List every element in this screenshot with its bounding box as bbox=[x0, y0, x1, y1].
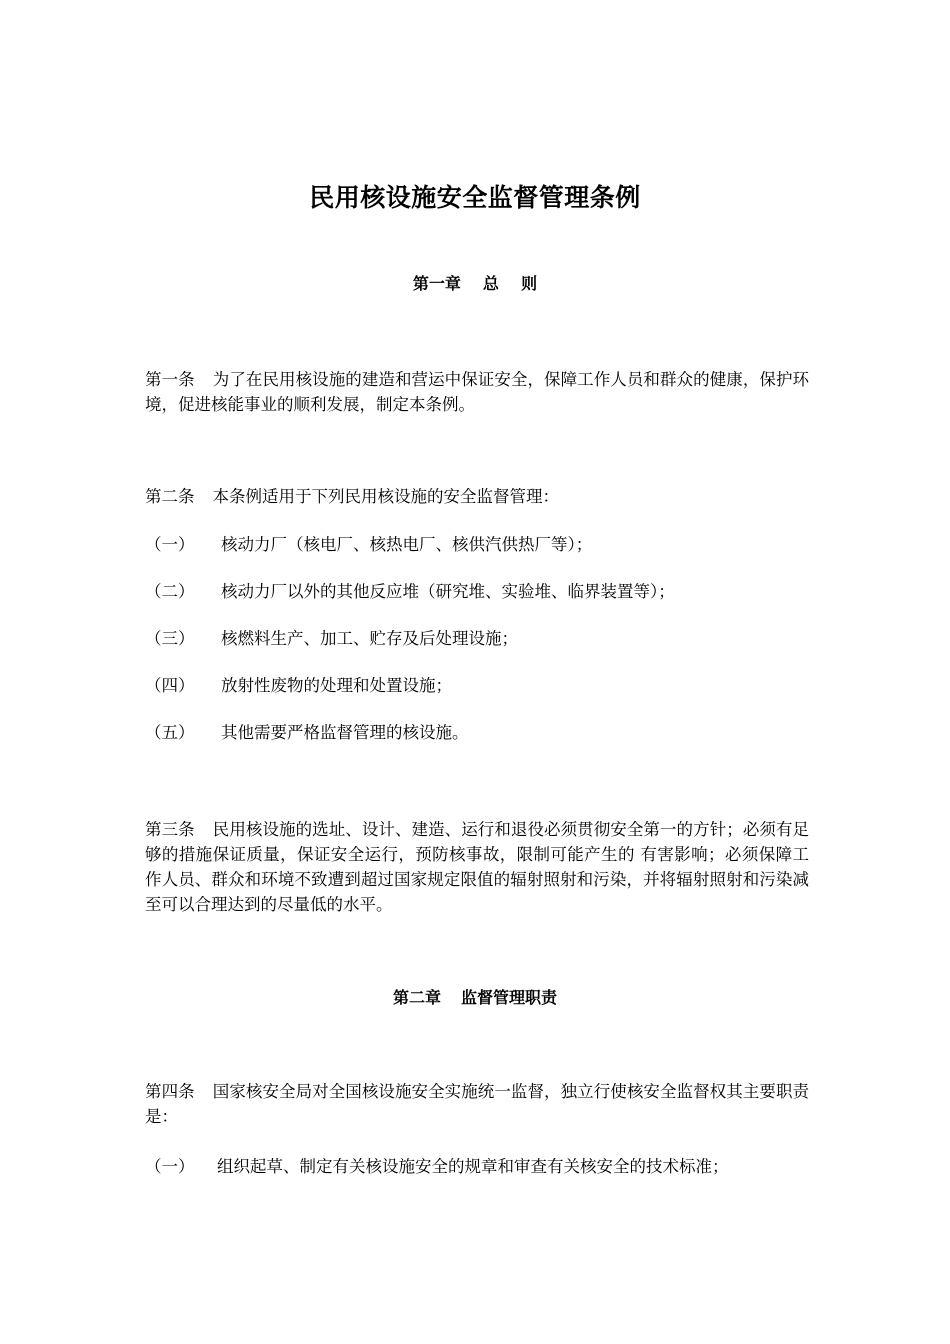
article-2 bbox=[145, 484, 809, 509]
chapter-1-label: 第一章 bbox=[412, 274, 461, 293]
article-3-label: 第三条 bbox=[145, 820, 195, 839]
list-item-number: （二） bbox=[145, 582, 195, 601]
article-1 bbox=[145, 367, 809, 417]
article-3-text: 民用核设施的选址、设计、建造、运行和退役必须贯彻安全第一的方针；必须有足够的措施保证质量，保证安全运行，预防核事故，限制可能产生的 有害影响；必须保障工作人员、群众和环境不致遭到超过国家规定限值的辐射照射和污染，并将辐射照射和污染减至可以合理达到的尽量低的水平。 bbox=[145, 820, 810, 914]
list-item-text: 其他需要严格监督管理的核设施。 bbox=[221, 723, 469, 742]
article-4-label: 第四条 bbox=[145, 1082, 195, 1101]
chapter-1-name: 总 则 bbox=[482, 274, 538, 293]
document-title: 民用核设施安全监督管理条例 bbox=[309, 183, 641, 212]
article-1-text: 为了在民用核设施的建造和营运中保证安全，保障工作人员和群众的健康，保护环境，促进核能事业的顺利发展，制定本条例。 bbox=[145, 370, 810, 414]
list-item-number: （三） bbox=[145, 629, 195, 648]
chapter-2-heading bbox=[0, 986, 950, 1010]
list-item-text: 组织起草、制定有关核设施安全的规章和审查有关核安全的技术标准； bbox=[217, 1157, 729, 1176]
article-2-item-5 bbox=[145, 720, 809, 745]
article-3 bbox=[145, 817, 809, 917]
list-item-number: （四） bbox=[145, 676, 195, 695]
list-item-number: （五） bbox=[145, 723, 195, 742]
chapter-1-heading bbox=[0, 272, 950, 296]
article-2-label: 第二条 bbox=[145, 487, 195, 506]
list-item-text: 核动力厂（核电厂、核热电厂、核供汽供热厂等）； bbox=[221, 535, 593, 554]
article-2-item-4 bbox=[145, 673, 809, 698]
article-4 bbox=[145, 1079, 809, 1129]
chapter-2-name: 监督管理职责 bbox=[461, 988, 558, 1007]
list-item-number: （一） bbox=[145, 535, 195, 554]
list-item-text: 放射性废物的处理和处置设施； bbox=[221, 676, 452, 695]
article-2-item-3 bbox=[145, 626, 809, 651]
article-2-text: 本条例适用于下列民用核设施的安全监督管理： bbox=[212, 487, 559, 506]
article-4-text: 国家核安全局对全国核设施安全实施统一监督，独立行使核安全监督权其主要职责是： bbox=[145, 1082, 810, 1126]
list-item-number: （一） bbox=[145, 1157, 195, 1176]
chapter-2-label: 第二章 bbox=[392, 988, 441, 1007]
article-2-item-2 bbox=[145, 579, 809, 604]
article-2-item-1 bbox=[145, 532, 809, 557]
article-1-label: 第一条 bbox=[145, 370, 195, 389]
article-4-item-1 bbox=[145, 1154, 809, 1179]
list-item-text: 核动力厂以外的其他反应堆（研究堆、实验堆、临界装置等）； bbox=[221, 582, 675, 601]
list-item-text: 核燃料生产、加工、贮存及后处理设施； bbox=[221, 629, 518, 648]
